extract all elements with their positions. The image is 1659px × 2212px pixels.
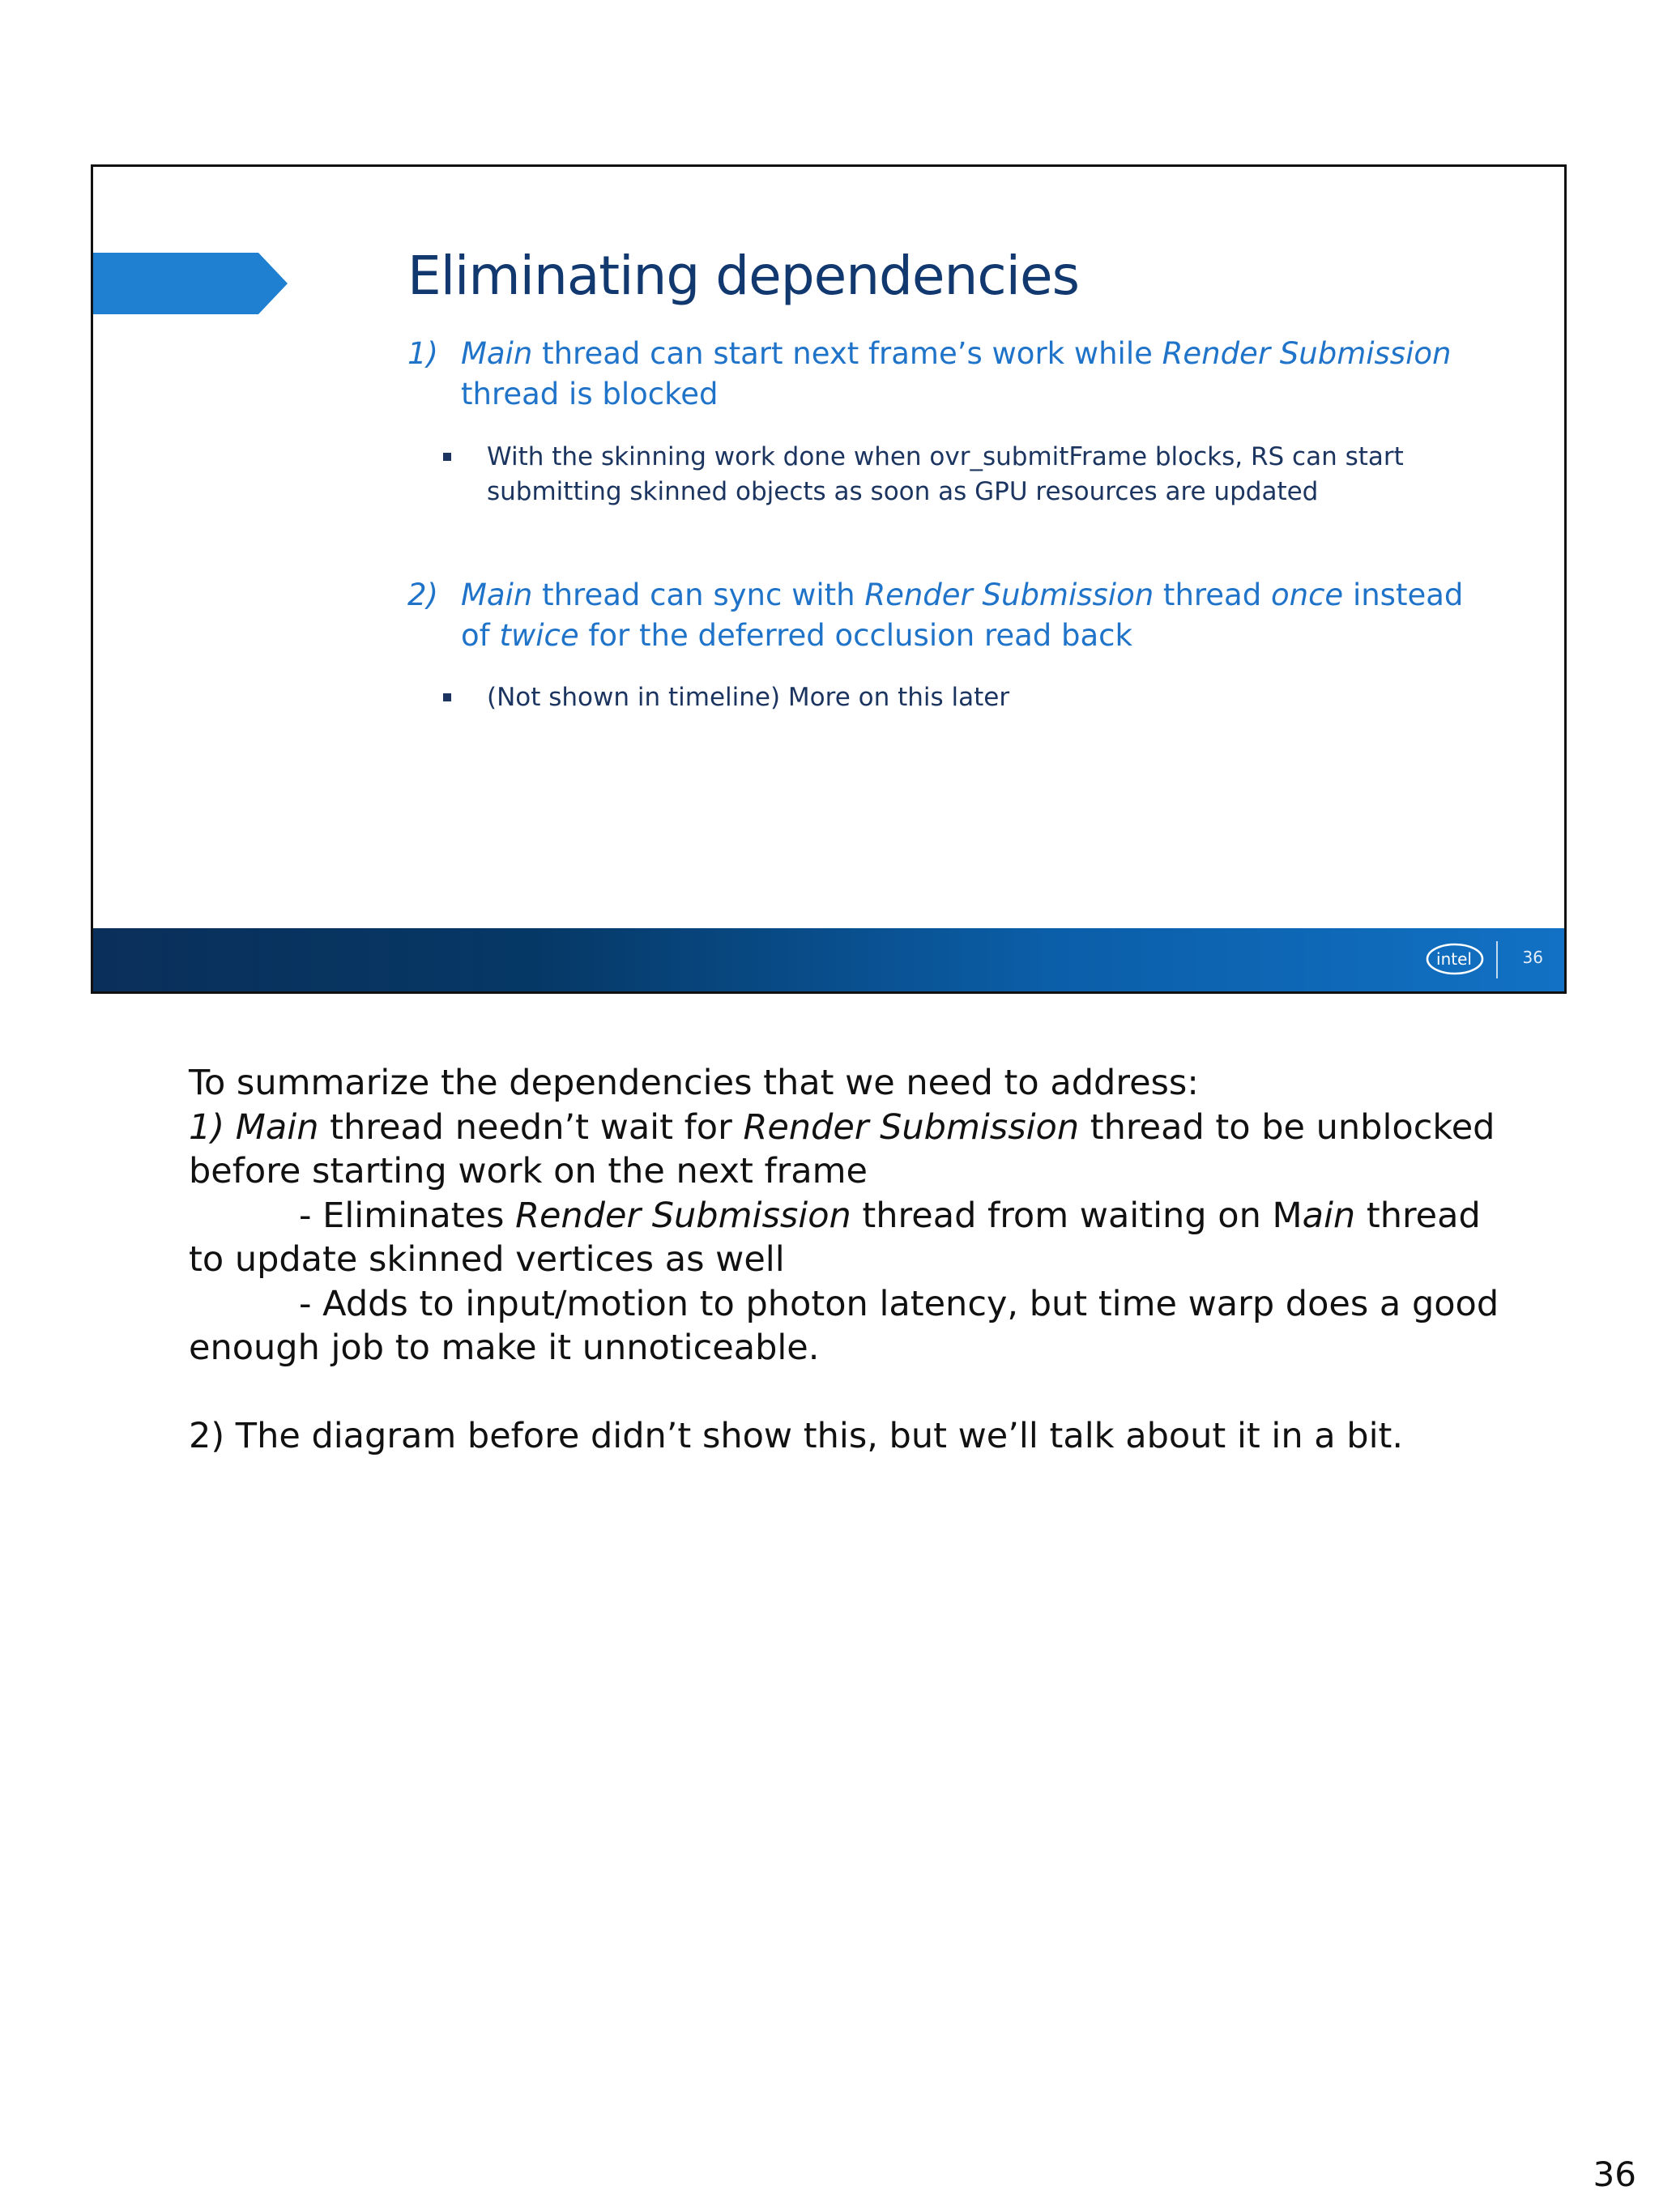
notes-text: - Eliminates [299,1195,516,1236]
slide-item-2 [407,575,1485,656]
item-text-part: instead of [461,578,1464,653]
slide-title: Eliminating dependencies [407,245,1079,307]
slide-subbullet-2 [443,680,1480,715]
subbullet-text: (Not shown in timeline) More on this later [487,683,1010,712]
item-text-part: for the deferred occlusion read back [578,618,1132,653]
intel-logo-icon [1425,940,1485,976]
footer-divider [1496,941,1498,978]
item-text-emphasis: twice [499,618,579,653]
slide-item-1 [407,334,1485,415]
notes-emphasis: ain [1302,1195,1356,1236]
slide-subbullet-1 [443,440,1480,509]
notes-emphasis: Render Submission [515,1195,851,1236]
notes-emphasis: Render Submission [743,1106,1080,1148]
item-text-emphasis: Render Submission [864,578,1154,612]
notes-point-1-sub-1 [189,1194,1517,1282]
notes-intro: To summarize the dependencies that we need to address: [189,1063,1199,1103]
item-text-emphasis: Render Submission [1162,336,1452,371]
notes-point-1 [189,1106,1517,1194]
intel-logo-text: intel [1436,949,1472,969]
notes-text: thread to update skinned vertices as well [189,1195,1492,1280]
item-number: 2) [407,578,438,612]
item-text-part: thread can start next frame’s work while [532,336,1162,371]
notes-text: thread from waiting on M [851,1195,1303,1236]
slide-footer-bar [93,928,1564,991]
item-text-part: thread [1154,578,1271,612]
subbullet-text: With the skinning work done when ovr_submitFrame blocks, RS can start submitting skinned objects as soon as GPU resources are updated [487,442,1404,506]
slide-number: 36 [1522,948,1543,967]
notes-emphasis: 1) Main [189,1106,319,1148]
item-text [461,575,1485,656]
notes-text: - Adds to input/motion to photon latency, but time warp does a good enough job to make it unnoticeable. [189,1283,1510,1368]
banner-arrow-shape [93,253,288,314]
item-number: 1) [407,336,438,371]
slide-thumbnail [91,164,1567,994]
item-text-emphasis: Main [461,578,533,612]
square-bullet-icon [443,453,451,461]
item-text-emphasis: Main [461,336,533,371]
square-bullet-icon [443,693,451,701]
notes-point-2: 2) The diagram before didn’t show this, but we’ll talk about it in a bit. [189,1416,1404,1456]
item-text-part: thread can sync with [532,578,865,612]
item-text [461,334,1485,415]
item-text-emphasis: once [1270,578,1344,612]
speaker-notes [189,1061,1517,1459]
notes-text: thread needn’t wait for [318,1106,744,1148]
item-text-part: thread is blocked [461,377,719,411]
notes-spacer [189,1370,1517,1415]
notes-point-1-sub-2 [189,1282,1517,1370]
page-number: 36 [1593,2154,1636,2194]
notes-text: thread to be unblocked before starting work on the next frame [189,1106,1507,1191]
